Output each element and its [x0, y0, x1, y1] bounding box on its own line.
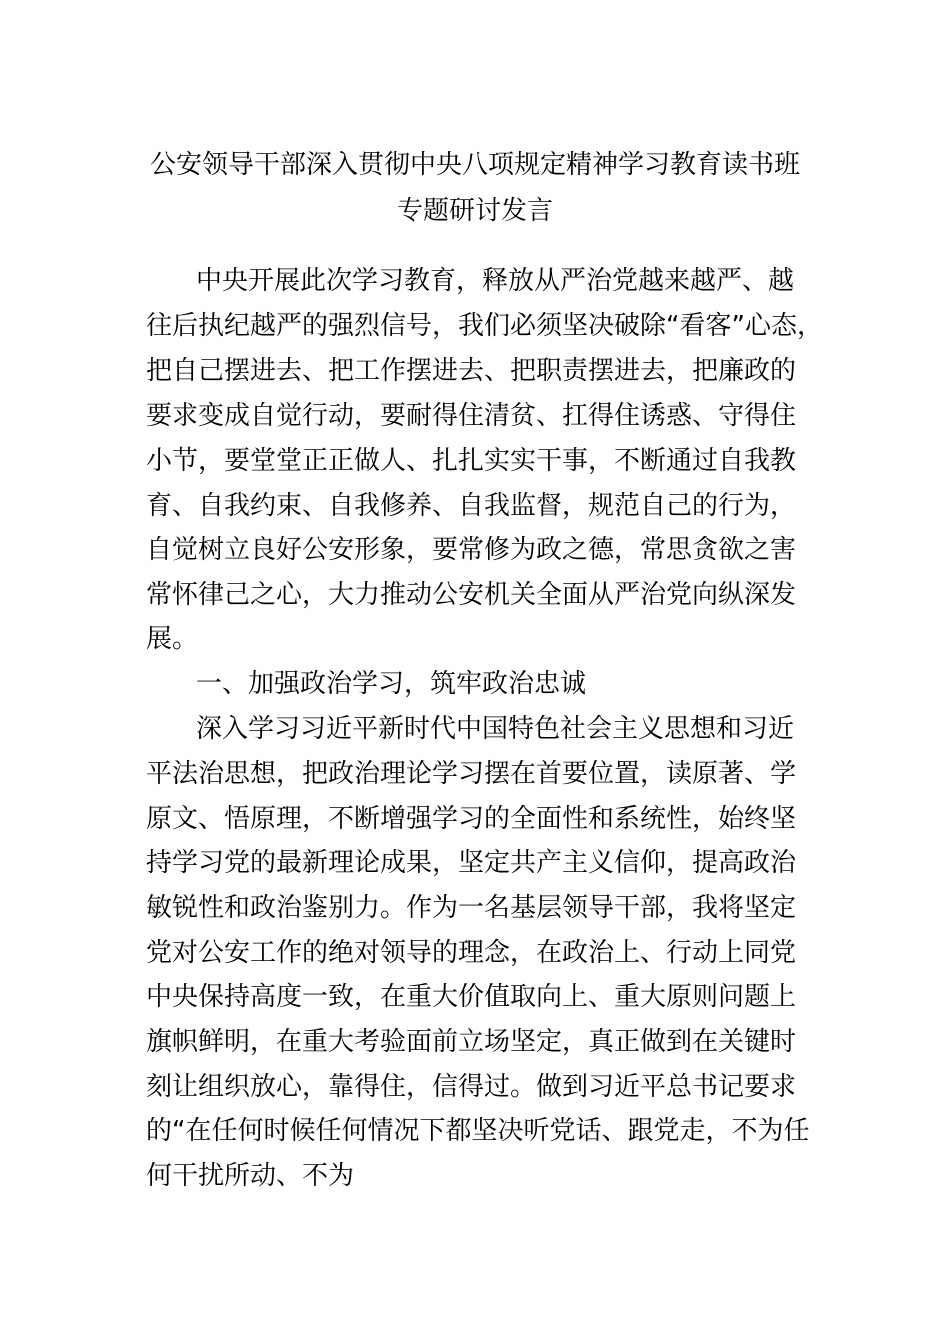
document-title-line2: 专题研讨发言	[396, 196, 553, 226]
paragraph-line: 小节，要堂堂正正做人、扎扎实实干事，不断通过自我教	[146, 446, 797, 476]
paragraph-line: 展。	[146, 624, 199, 654]
paragraph-line: 要求变成自觉行动，要耐得住清贫、扛得住诱惑、守得住	[146, 401, 797, 431]
paragraph-line: 平法治思想，把政治理论学习摆在首要位置，读原著、学	[146, 759, 797, 789]
paragraph-line: 持学习党的最新理论成果，坚定共产主义信仰，提高政治	[146, 848, 797, 878]
paragraph-line: 常怀律己之心，大力推动公安机关全面从严治党向纵深发	[146, 580, 797, 610]
paragraph-line: 育、自我约束、自我修养、自我监督，规范自己的行为，	[146, 491, 797, 521]
paragraph-line: 把自己摆进去、把工作摆进去、把职责摆进去，把廉政的	[146, 356, 797, 386]
paragraph-line: 党对公安工作的绝对领导的理念，在政治上、行动上同党	[146, 938, 797, 968]
section-heading: 一、加强政治学习，筑牢政治忠诚	[196, 669, 587, 699]
paragraph-line: 的“在任何时候任何情况下都坚决听党话、跟党走，不为任	[146, 1116, 810, 1146]
paragraph-line: 往后执纪越严的强烈信号，我们必须坚决破除“看客”心态，	[146, 311, 823, 341]
paragraph-line: 旗帜鲜明，在重大考验面前立场坚定，真正做到在关键时	[146, 1027, 797, 1057]
paragraph-line: 敏锐性和政治鉴别力。作为一名基层领导干部，我将坚定	[146, 893, 797, 923]
paragraph-line: 中央开展此次学习教育，释放从严治党越来越严、越	[196, 266, 795, 296]
paragraph-line: 何干扰所动、不为	[146, 1161, 355, 1191]
paragraph-line: 自觉树立良好公安形象，要常修为政之德，常思贪欲之害	[146, 535, 797, 565]
paragraph-line: 刻让组织放心，靠得住，信得过。做到习近平总书记要求	[146, 1072, 797, 1102]
paragraph-line: 深入学习习近平新时代中国特色社会主义思想和习近	[196, 714, 795, 744]
document-title-line1: 公安领导干部深入贯彻中央八项规定精神学习教育读书班	[149, 150, 800, 180]
paragraph-line: 原文、悟原理，不断增强学习的全面性和系统性，始终坚	[146, 804, 797, 834]
paragraph-line: 中央保持高度一致，在重大价值取向上、重大原则问题上	[146, 982, 797, 1012]
